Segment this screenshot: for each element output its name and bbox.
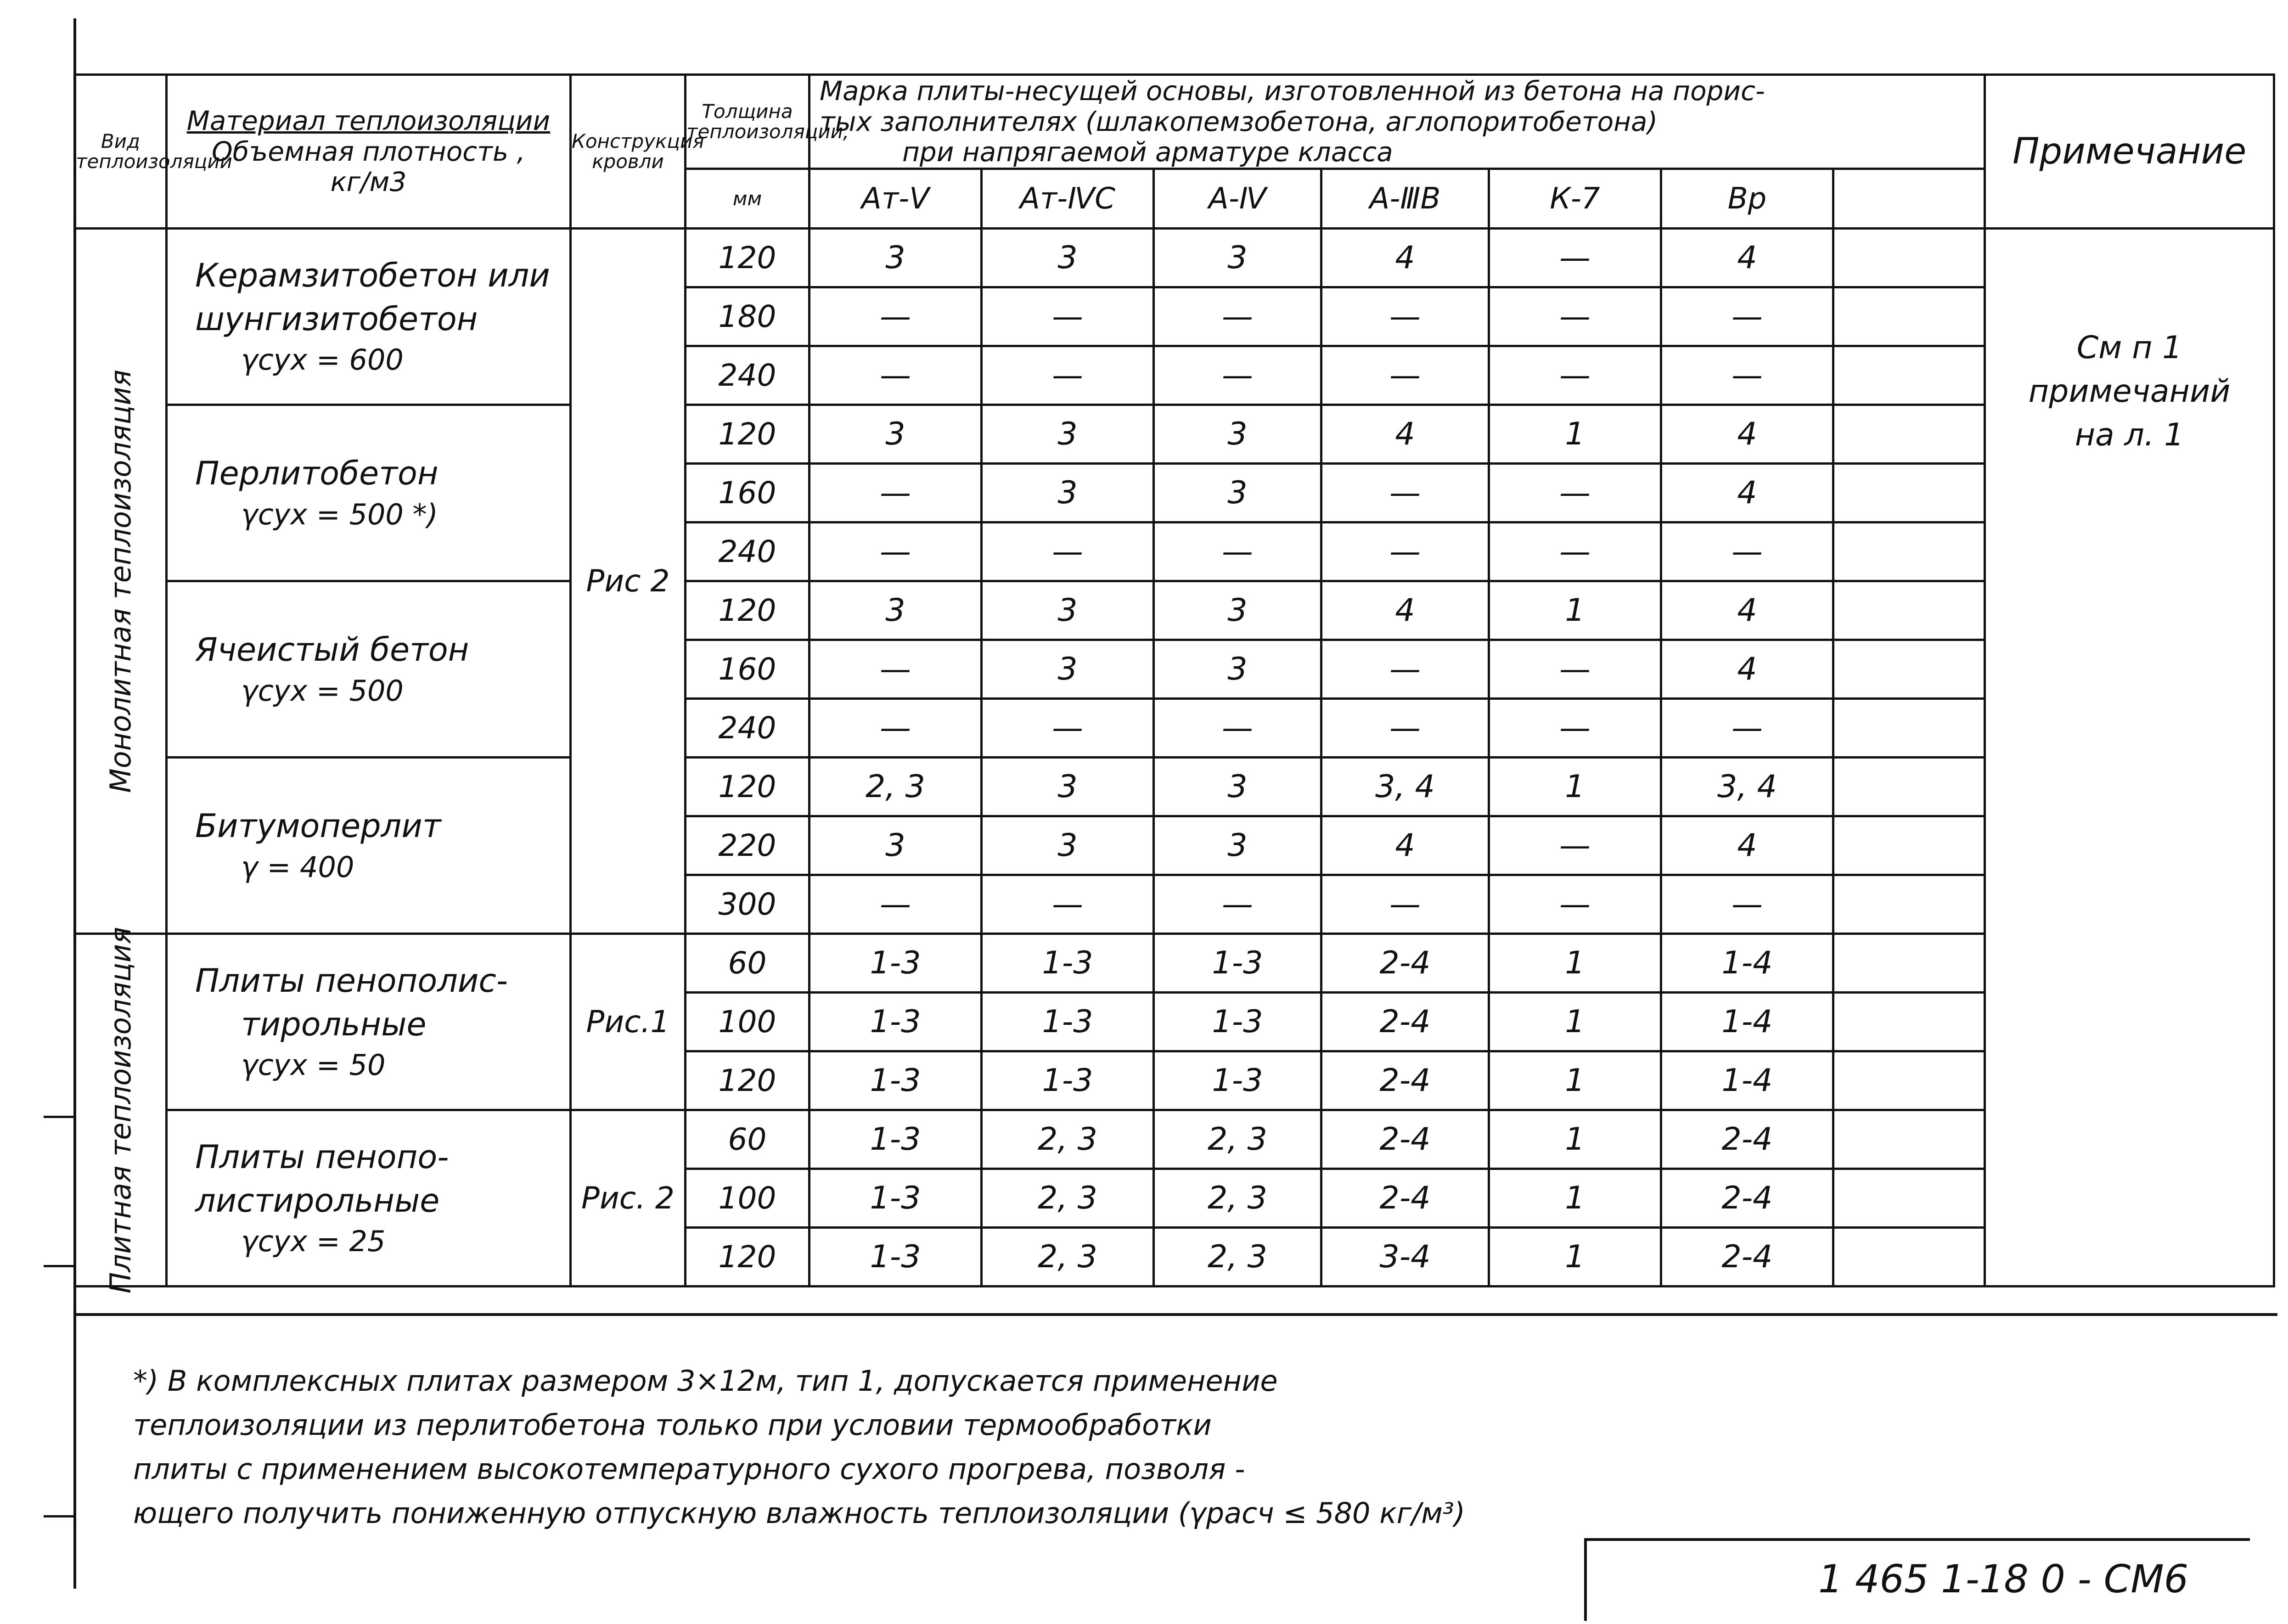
class-vr: Вр <box>1661 169 1833 229</box>
value-cell <box>1833 523 1985 581</box>
value-cell: — <box>982 699 1154 758</box>
margin-tick-1 <box>44 1116 73 1118</box>
value-cell: 1-3 <box>1154 1051 1321 1110</box>
value-cell: 2-4 <box>1321 1051 1489 1110</box>
value-cell: 1 <box>1489 1228 1661 1287</box>
header-material <box>167 75 571 229</box>
value-cell: 3 <box>982 816 1154 875</box>
material-density: γ = 400 <box>241 850 354 884</box>
value-cell: — <box>1154 346 1321 405</box>
header-row-1 <box>75 75 2274 169</box>
value-cell: 3 <box>982 464 1154 523</box>
header-thickness-label: Толщина теплоизоляции, <box>686 100 849 143</box>
header-thickness <box>686 75 849 169</box>
thickness-cell: 240 <box>686 523 810 581</box>
value-cell: 4 <box>1661 464 1833 523</box>
value-cell: 1-3 <box>810 993 982 1051</box>
header-brand-line2: тых заполнителях (шлакопемзобетона, аглопоритобетона) <box>820 106 1658 137</box>
value-cell: — <box>1661 523 1833 581</box>
header-brand <box>810 75 1985 169</box>
value-cell: 2, 3 <box>982 1110 1154 1169</box>
value-cell: 3 <box>1154 640 1321 699</box>
value-cell: — <box>1489 875 1661 934</box>
table-row <box>75 934 2274 993</box>
value-cell: 4 <box>1321 816 1489 875</box>
insulation-spec-table <box>73 73 2275 1293</box>
value-cell: 1 <box>1489 934 1661 993</box>
value-cell: 1-3 <box>982 1051 1154 1110</box>
material-name-line: Плиты пенопо- <box>195 1138 449 1176</box>
value-cell: 3 <box>982 758 1154 816</box>
type-slab <box>75 927 167 1293</box>
value-cell: 3 <box>1154 464 1321 523</box>
footnote-line: теплоизоляции из перлитобетона только при условии термообработки <box>133 1408 1212 1442</box>
value-cell: — <box>982 346 1154 405</box>
value-cell: 3 <box>810 581 982 640</box>
value-cell: 3, 4 <box>1321 758 1489 816</box>
value-cell: 1 <box>1489 1051 1661 1110</box>
material-name-line: Перлитобетон <box>195 455 438 493</box>
value-cell: — <box>1154 875 1321 934</box>
value-cell: 2-4 <box>1661 1169 1833 1228</box>
footnote <box>133 1359 1602 1535</box>
value-cell: 3 <box>982 229 1154 287</box>
value-cell: — <box>810 875 982 934</box>
value-cell: — <box>1489 464 1661 523</box>
value-cell: 2, 3 <box>982 1228 1154 1287</box>
document-number: 1 465 1-18 0 - СМ6 <box>1818 1557 2189 1602</box>
value-cell: 1-3 <box>982 934 1154 993</box>
value-cell <box>1833 640 1985 699</box>
value-cell: — <box>810 523 982 581</box>
class-blank <box>1833 169 1985 229</box>
value-cell: 4 <box>1661 581 1833 640</box>
value-cell: — <box>1489 523 1661 581</box>
thickness-cell: 180 <box>686 287 810 346</box>
value-cell <box>1833 1051 1985 1110</box>
type-monolithic-label: Монолитная теплоизоляция <box>103 369 137 793</box>
thickness-cell: 120 <box>686 405 810 464</box>
margin-tick-2 <box>44 1265 73 1267</box>
header-type <box>75 75 232 229</box>
value-cell: — <box>982 287 1154 346</box>
header-construction-label: Конструкция кровли <box>572 129 704 173</box>
thickness-cell: 100 <box>686 1169 810 1228</box>
class-k7: К-7 <box>1489 169 1661 229</box>
header-construction <box>571 75 704 229</box>
remark-line: на л. 1 <box>2074 417 2184 454</box>
value-cell: 2-4 <box>1321 934 1489 993</box>
value-cell: 4 <box>1321 229 1489 287</box>
class-a-iv: А-Ⅳ <box>1154 169 1321 229</box>
material-name-line: шунгизитобетон <box>195 300 478 338</box>
value-cell: 3 <box>1154 405 1321 464</box>
thickness-cell: 120 <box>686 581 810 640</box>
header-brand-line1: Марка плиты-несущей основы, изготовленной из бетона на порис- <box>820 75 1765 107</box>
value-cell: — <box>1321 464 1489 523</box>
material-name-line: Ячеистый бетон <box>195 631 469 669</box>
footnote-line: ющего получить пониженную отпускную влажность теплоизоляции (γрасч ≤ 580 кг/м³) <box>133 1496 1465 1530</box>
value-cell: — <box>810 640 982 699</box>
value-cell: 1 <box>1489 1169 1661 1228</box>
value-cell: — <box>1661 287 1833 346</box>
value-cell: 3 <box>982 640 1154 699</box>
footnote-separator-line <box>73 1313 2277 1316</box>
value-cell: — <box>1154 699 1321 758</box>
value-cell <box>1833 699 1985 758</box>
header-thickness-unit: мм <box>686 169 810 229</box>
table-row <box>75 758 2274 816</box>
footnote-line: плиты с применением высокотемпературного сухого прогрева, позволя - <box>133 1452 1245 1486</box>
value-cell: 1 <box>1489 993 1661 1051</box>
value-cell: 3 <box>982 581 1154 640</box>
value-cell: — <box>810 699 982 758</box>
value-cell: 4 <box>1661 405 1833 464</box>
header-material-unit: кг/м3 <box>330 166 407 198</box>
value-cell <box>1833 758 1985 816</box>
material-name-line: Битумоперлит <box>195 807 441 845</box>
table-row <box>75 581 2274 640</box>
thickness-cell: 300 <box>686 875 810 934</box>
value-cell: 3 <box>810 405 982 464</box>
value-cell: 3 <box>1154 229 1321 287</box>
value-cell: 1-4 <box>1661 993 1833 1051</box>
value-cell: 3 <box>1154 758 1321 816</box>
material-density: γсух = 500 *) <box>241 497 438 531</box>
thickness-cell: 160 <box>686 464 810 523</box>
value-cell: — <box>1489 640 1661 699</box>
value-cell: 3 <box>982 405 1154 464</box>
value-cell <box>1833 287 1985 346</box>
class-a-iiib: А-ⅢВ <box>1321 169 1489 229</box>
value-cell: 4 <box>1321 581 1489 640</box>
value-cell: — <box>1661 346 1833 405</box>
material-eps-50 <box>167 934 571 1110</box>
value-cell: — <box>1489 816 1661 875</box>
thickness-cell: 240 <box>686 346 810 405</box>
value-cell: — <box>982 875 1154 934</box>
material-keramzit <box>167 229 571 405</box>
type-slab-label: Плитная теплоизоляция <box>103 927 137 1293</box>
material-density: γсух = 50 <box>241 1048 386 1082</box>
header-material-density: Объемная плотность , <box>211 135 526 167</box>
value-cell: 1-3 <box>810 1169 982 1228</box>
value-cell: — <box>982 523 1154 581</box>
value-cell: — <box>1321 523 1489 581</box>
stamp-top-line <box>1584 1538 2250 1541</box>
remark-cell <box>1985 229 2274 1287</box>
value-cell: 1-3 <box>810 934 982 993</box>
value-cell: 2-4 <box>1321 1110 1489 1169</box>
material-bitumoperlit <box>167 758 571 934</box>
material-eps-25 <box>167 1110 571 1287</box>
value-cell: 4 <box>1661 816 1833 875</box>
value-cell <box>1833 934 1985 993</box>
value-cell: — <box>810 464 982 523</box>
value-cell: 4 <box>1661 640 1833 699</box>
value-cell: — <box>1321 875 1489 934</box>
construction-fig1: Рис.1 <box>571 934 686 1110</box>
value-cell: — <box>1154 287 1321 346</box>
value-cell: 1-3 <box>982 993 1154 1051</box>
value-cell: 3 <box>810 816 982 875</box>
value-cell: 4 <box>1321 405 1489 464</box>
material-density: γсух = 25 <box>241 1225 386 1259</box>
material-density: γсух = 600 <box>241 343 404 377</box>
value-cell: 1-3 <box>1154 934 1321 993</box>
value-cell: — <box>810 287 982 346</box>
value-cell: 1 <box>1489 758 1661 816</box>
value-cell: 2-4 <box>1661 1110 1833 1169</box>
value-cell: — <box>1489 229 1661 287</box>
value-cell: — <box>1489 346 1661 405</box>
value-cell: — <box>1489 287 1661 346</box>
construction-fig2: Рис. 2 <box>571 1110 686 1287</box>
material-name-line: Керамзитобетон или <box>195 257 550 295</box>
value-cell: 1 <box>1489 581 1661 640</box>
value-cell: — <box>1321 699 1489 758</box>
value-cell <box>1833 405 1985 464</box>
value-cell: 2, 3 <box>982 1169 1154 1228</box>
thickness-cell: 160 <box>686 640 810 699</box>
thickness-cell: 60 <box>686 934 810 993</box>
value-cell: 1 <box>1489 405 1661 464</box>
thickness-cell: 120 <box>686 1228 810 1287</box>
thickness-cell: 240 <box>686 699 810 758</box>
material-name-line: Плиты пенополис- <box>195 962 508 1000</box>
material-cellular-concrete <box>167 581 571 758</box>
value-cell: 3 <box>1154 816 1321 875</box>
construction-monolithic: Рис 2 <box>571 229 686 934</box>
value-cell <box>1833 1169 1985 1228</box>
value-cell: 2, 3 <box>1154 1110 1321 1169</box>
thickness-cell: 120 <box>686 229 810 287</box>
value-cell: 2-4 <box>1661 1228 1833 1287</box>
value-cell: — <box>1321 287 1489 346</box>
table-row <box>75 229 2274 287</box>
value-cell <box>1833 993 1985 1051</box>
remark-line: примечаний <box>2028 373 2231 410</box>
header-brand-line3: при напрягаемой арматуре класса <box>902 136 1393 168</box>
margin-tick-3 <box>44 1515 73 1517</box>
value-cell: — <box>1154 523 1321 581</box>
value-cell: 3 <box>810 229 982 287</box>
value-cell: 2, 3 <box>1154 1169 1321 1228</box>
value-cell: 1-3 <box>810 1110 982 1169</box>
header-type-label: Вид теплоизоляции <box>76 129 232 173</box>
material-name-line: тирольные <box>241 1005 427 1043</box>
table-row <box>75 1110 2274 1169</box>
thickness-cell: 100 <box>686 993 810 1051</box>
value-cell: 2, 3 <box>1154 1228 1321 1287</box>
value-cell: 4 <box>1661 229 1833 287</box>
thickness-cell: 120 <box>686 758 810 816</box>
value-cell <box>1833 464 1985 523</box>
value-cell: — <box>1661 875 1833 934</box>
thickness-cell: 120 <box>686 1051 810 1110</box>
table-row <box>75 405 2274 464</box>
value-cell: — <box>1661 699 1833 758</box>
value-cell: — <box>1321 640 1489 699</box>
value-cell <box>1833 229 1985 287</box>
value-cell: 1-3 <box>1154 993 1321 1051</box>
stamp-left-line <box>1584 1538 1587 1621</box>
type-monolithic <box>75 229 167 934</box>
value-cell <box>1833 1110 1985 1169</box>
thickness-cell: 60 <box>686 1110 810 1169</box>
footnote-line: *) В комплексных плитах размером 3×12м, тип 1, допускается применение <box>133 1364 1278 1398</box>
value-cell: 1 <box>1489 1110 1661 1169</box>
remark-line: См п 1 <box>2076 330 2182 366</box>
material-density: γсух = 500 <box>241 674 404 708</box>
value-cell: 1-3 <box>810 1228 982 1287</box>
material-perlitobeton <box>167 405 571 581</box>
header-note <box>1985 75 2274 229</box>
value-cell: — <box>1321 346 1489 405</box>
thickness-cell: 220 <box>686 816 810 875</box>
value-cell: 3-4 <box>1321 1228 1489 1287</box>
value-cell <box>1833 1228 1985 1287</box>
class-at-v: Ат-Ⅴ <box>810 169 982 229</box>
value-cell: 2-4 <box>1321 993 1489 1051</box>
header-material-title: Материал теплоизоляции <box>186 105 551 136</box>
value-cell: 2-4 <box>1321 1169 1489 1228</box>
value-cell: 2, 3 <box>810 758 982 816</box>
value-cell: — <box>810 346 982 405</box>
value-cell: 1-4 <box>1661 934 1833 993</box>
header-note-label: Примечание <box>2012 131 2247 173</box>
value-cell <box>1833 346 1985 405</box>
value-cell: 1-3 <box>810 1051 982 1110</box>
value-cell: — <box>1489 699 1661 758</box>
value-cell <box>1833 875 1985 934</box>
value-cell: 1-4 <box>1661 1051 1833 1110</box>
material-name-line: листирольные <box>195 1181 440 1219</box>
class-at-ivc: Ат-ⅣС <box>982 169 1154 229</box>
value-cell: 3 <box>1154 581 1321 640</box>
value-cell <box>1833 816 1985 875</box>
value-cell <box>1833 581 1985 640</box>
value-cell: 3, 4 <box>1661 758 1833 816</box>
